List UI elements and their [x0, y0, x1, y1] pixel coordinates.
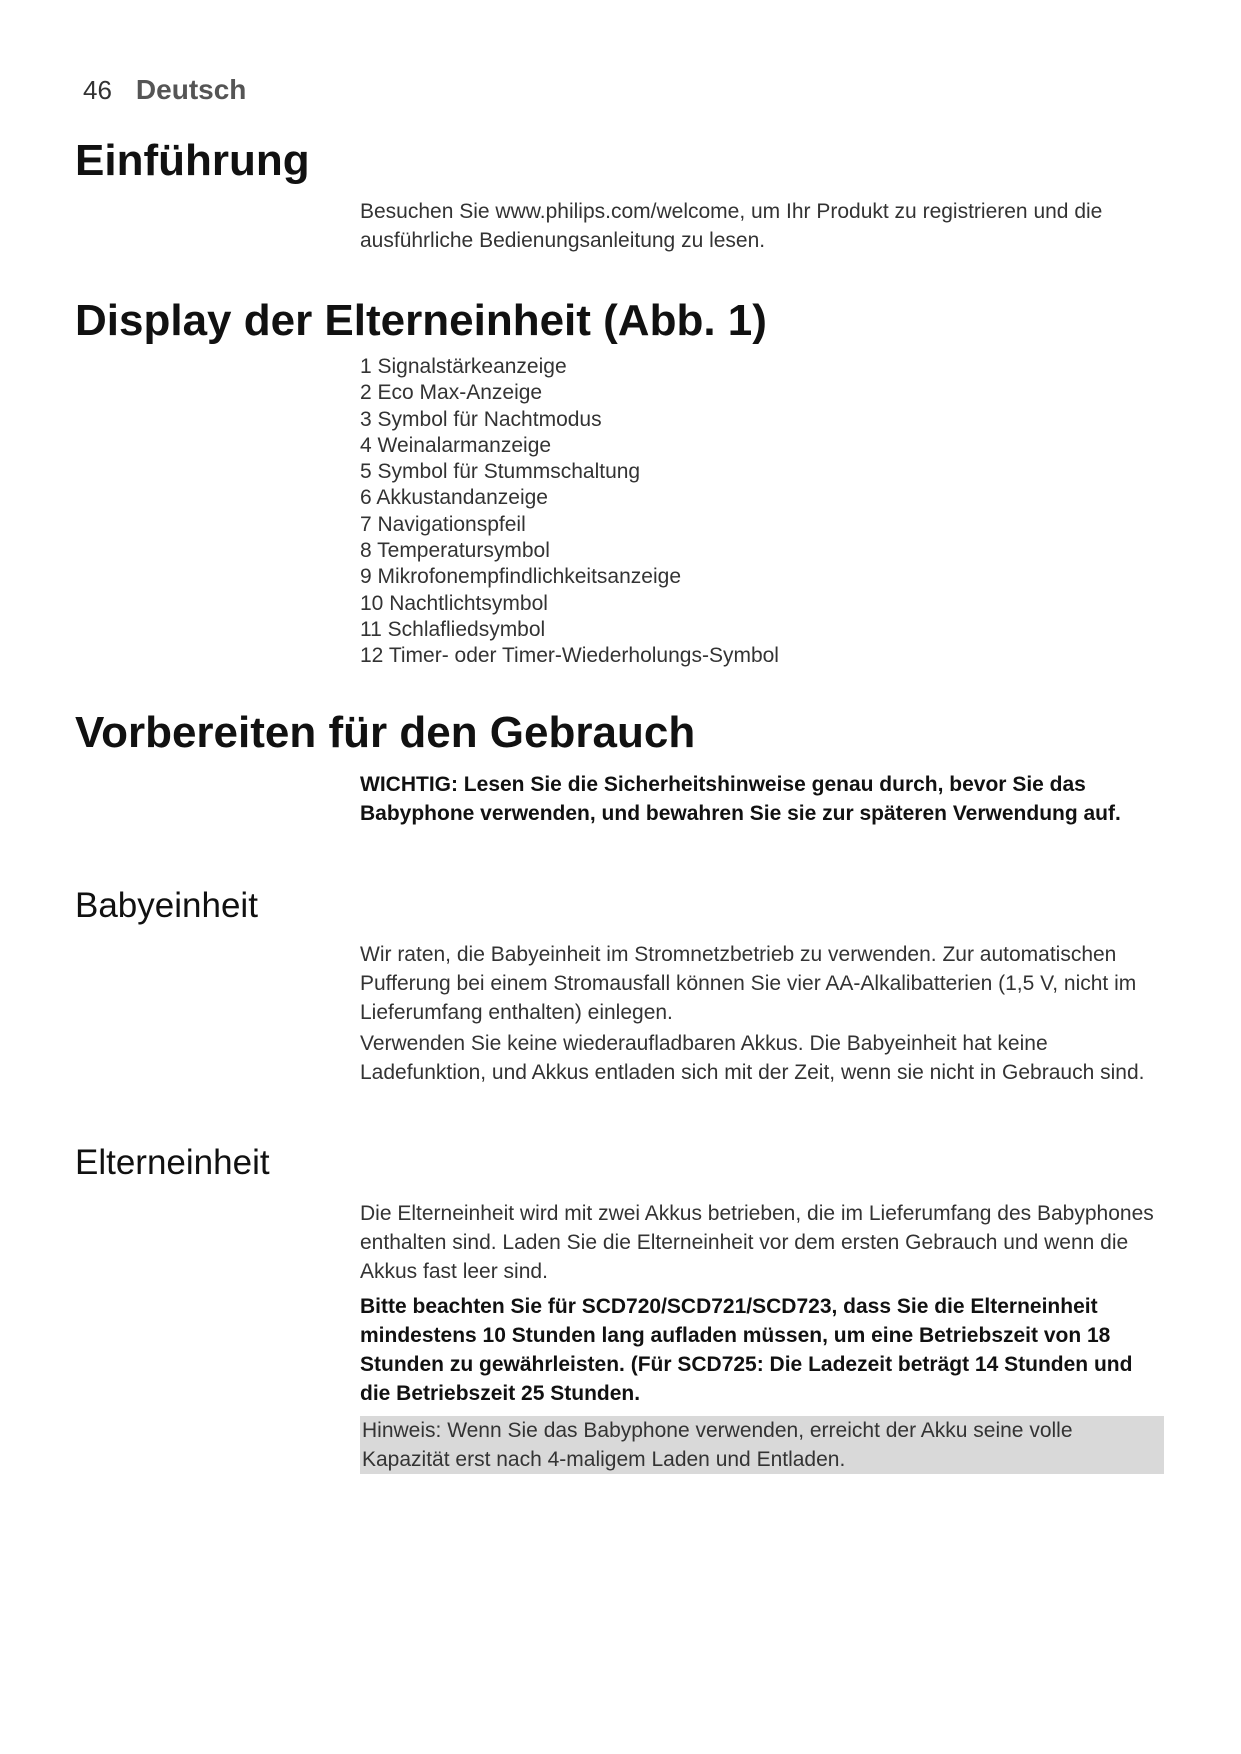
list-item: 9 Mikrofonempfindlichkeitsanzeige	[360, 565, 681, 589]
important-notice: WICHTIG: Lesen Sie die Sicherheitshinweise genau durch, bevor Sie das Babyphone verwenden, und bewahren Sie sie zur späteren Verwendung auf.	[360, 773, 1121, 825]
list-item: 10 Nachtlichtsymbol	[360, 591, 548, 615]
list-item: 7 Navigationspfeil	[360, 512, 526, 536]
page-number: 46	[83, 75, 112, 105]
list-item: 6 Akkustandanzeige	[360, 486, 548, 510]
list-item: 3 Symbol für Nachtmodus	[360, 407, 602, 431]
list-item: 2 Eco Max-Anzeige	[360, 381, 543, 405]
list-item: 5 Symbol für Stummschaltung	[360, 460, 641, 484]
page-header	[83, 74, 246, 114]
page-language: Deutsch	[135, 74, 247, 105]
intro-paragraph: Besuchen Sie www.philips.com/welcome, um Ihr Produkt zu registrieren und die ausführliche Bedienungsanleitung zu lesen.	[360, 200, 1103, 252]
baby-unit-paragraph-1: Wir raten, die Babyeinheit im Stromnetzbetrieb zu verwenden. Zur automatischen Pufferung bei einem Stromausfall können Sie vier AA-Alkalibatterien (1,5 V, nicht im Lieferumfang enthalten) einlegen.	[360, 943, 1137, 1024]
parent-unit-text-block	[360, 1199, 1160, 1474]
parent-unit-paragraph-1: Die Elterneinheit wird mit zwei Akkus betrieben, die im Lieferumfang des Babyphones enthalten sind. Laden Sie die Elterneinheit vor dem ersten Gebrauch und wenn die Akkus fast leer sind.	[360, 1202, 1154, 1283]
heading-introduction: Einführung	[75, 136, 310, 185]
baby-unit-paragraph-2: Verwenden Sie keine wiederaufladbaren Akkus. Die Babyeinheit hat keine Ladefunktion, und Akkus entladen sich mit der Zeit, wenn sie nicht in Gebrauch sind.	[360, 1032, 1145, 1084]
list-item: 12 Timer- oder Timer-Wiederholungs-Symbol	[360, 644, 779, 668]
heading-preparation: Vorbereiten für den Gebrauch	[75, 708, 696, 757]
baby-unit-text-block	[360, 940, 1160, 1087]
list-item: 1 Signalstärkeanzeige	[360, 355, 567, 378]
display-legend-list	[360, 354, 779, 670]
list-item: 4 Weinalarmanzeige	[360, 433, 552, 457]
intro-text-block	[360, 197, 1160, 255]
heading-baby-unit: Babyeinheit	[75, 886, 258, 925]
heading-parent-unit: Elterneinheit	[75, 1143, 270, 1182]
heading-parent-display: Display der Elterneinheit (Abb. 1)	[75, 296, 767, 345]
list-item: 11 Schlafliedsymbol	[360, 617, 546, 641]
hint-note-box: Hinweis: Wenn Sie das Babyphone verwenden, erreicht der Akku seine volle Kapazität erst nach 4-maligem Laden und Entladen.	[360, 1416, 1164, 1474]
parent-unit-charging-note: Bitte beachten Sie für SCD720/SCD721/SCD723, dass Sie die Elterneinheit mindestens 10 Stunden lang aufladen müssen, um eine Betriebszeit von 18 Stunden zu gewährleisten. (Für SCD725: Die Ladezeit beträgt 14 Stunden und die Betriebszeit 25 Stunden.	[360, 1295, 1133, 1405]
list-item: 8 Temperatursymbol	[360, 539, 550, 563]
important-text-block	[360, 770, 1160, 828]
